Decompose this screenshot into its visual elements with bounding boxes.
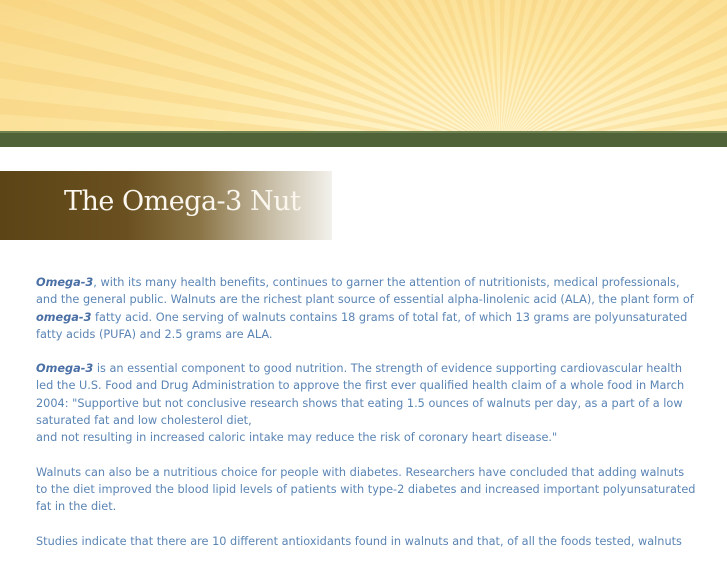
paragraph-3: Walnuts can also be a nutritious choice for people with diabetes. Researchers have concluded that adding walnuts to the diet improved the blood lipid levels of patients with type-2 diabetes and increased important polyunsaturated fat in the diet. (36, 465, 696, 514)
paragraph-4: Studies indicate that there are 10 different antioxidants found in walnuts and that, of all the foods tested, walnuts (36, 534, 682, 548)
text-span: , with its many health benefits, continues to garner the attention of nutritionists, medical professionals, and the general public. Walnuts are the richest plant source of essential alpha-linolenic acid (ALA), the plant form of (36, 276, 694, 307)
page-title: The Omega-3 Nut (64, 186, 301, 217)
header-band-highlight (0, 131, 727, 133)
emphasis-omega3: Omega-3 (36, 276, 94, 289)
sunburst-banner (0, 0, 727, 133)
article-content (36, 274, 696, 567)
text-span: fatty acid. One serving of walnuts contains 18 grams of total fat, of which 13 grams are polyunsaturated fatty acids (PUFA) and 2.5 grams are ALA. (36, 310, 688, 341)
paragraph-1 (36, 274, 696, 343)
text-span: and not resulting in increased caloric intake may reduce the risk of coronary heart disease." (36, 431, 558, 445)
sunburst-rays (0, 0, 727, 133)
emphasis-omega3: Omega-3 (36, 362, 94, 376)
emphasis-omega3: omega-3 (36, 310, 92, 324)
text-span: is an essential component to good nutrition. The strength of evidence supporting cardiovascular health led the U.S. Food and Drug Administration to approve the first ever qualified health claim of a whole food in March 2004: "Supportive but not conclusive research shows that eating 1.5 ounces of walnuts per day, as a part of a low saturated fat and low cholesterol diet, (36, 362, 685, 428)
header-band (0, 131, 727, 147)
paragraph-2 (36, 360, 696, 446)
